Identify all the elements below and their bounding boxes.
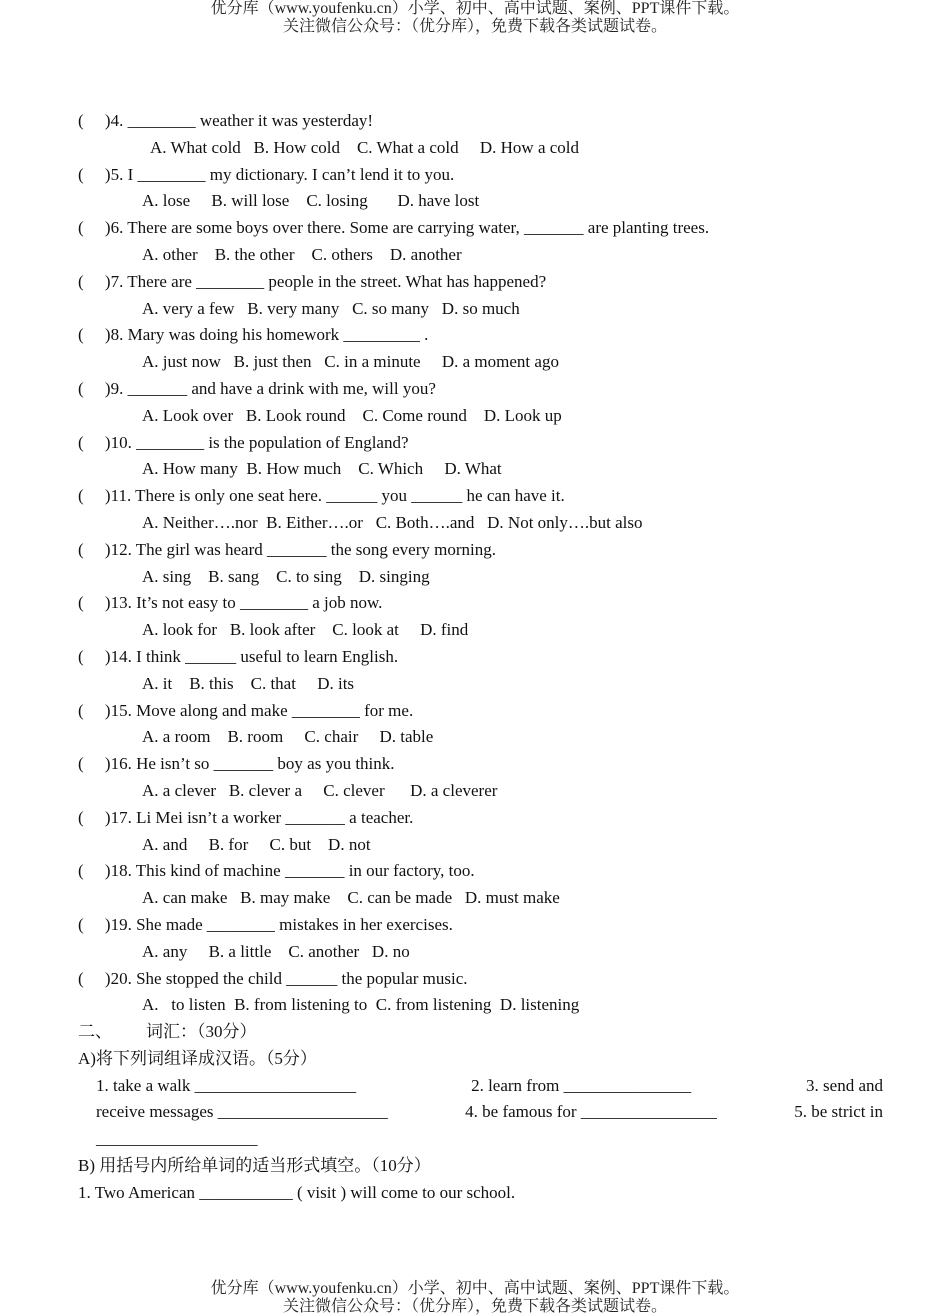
question-10: ( )10. ________ is the population of England? [78, 432, 409, 452]
part-a-item-5-start: 5. be strict in [794, 1102, 883, 1122]
question-12: ( )12. The girl was heard _______ the song every morning. [78, 539, 496, 559]
part-a-item-1: 1. take a walk ___________________ [96, 1075, 357, 1095]
question-4: ( )4. ________ weather it was yesterday! [78, 111, 374, 130]
question-5-options: A. lose B. will lose C. losing D. have lost [142, 191, 480, 211]
part-a-item-2: 2. learn from _______________ [471, 1075, 692, 1095]
header-line-2: 关注微信公众号：（优分库），免费下载各类试题试卷。 [282, 18, 667, 35]
question-9-options: A. Look over B. Look round C. Come round D. Look up [142, 405, 562, 425]
part-b-question-1: 1. Two American ___________ ( visit ) will come to our school. [78, 1182, 516, 1202]
question-19: ( )19. She made ________ mistakes in her exercises. [78, 914, 453, 934]
footer-line-1: 优分库（www.youfenku.cn）小学、初中、高中试题、案例、PPT课件下载。 [210, 1280, 740, 1297]
question-18-options: A. can make B. may make C. can be made D. must make [142, 888, 560, 908]
part-a-title: A)将下列词组译成汉语。（5分） [78, 1048, 317, 1068]
question-11-options: A. Neither….nor B. Either….or C. Both….and D. Not only….but also [142, 512, 643, 532]
question-6-options: A. other B. the other C. others D. another [142, 244, 462, 264]
part-a-row-1 [78, 1073, 883, 1100]
question-12-options: A. sing B. sang C. to sing D. singing [142, 566, 430, 586]
question-16: ( )16. He isn’t so _______ boy as you think. [78, 754, 395, 774]
question-13-options: A. look for B. look after C. look at D. find [142, 620, 469, 640]
page-footer [0, 1280, 950, 1316]
question-14-options: A. it B. this C. that D. its [142, 673, 355, 693]
document-body [78, 108, 883, 1207]
question-20: ( )20. She stopped the child ______ the popular music. [78, 968, 468, 988]
part-a-item-4: 4. be famous for ________________ [465, 1102, 717, 1122]
question-19-options: A. any B. a little C. another D. no [142, 941, 410, 961]
question-13: ( )13. It’s not easy to ________ a job now. [78, 593, 383, 613]
question-7: ( )7. There are ________ people in the street. What has happened? [78, 271, 547, 291]
question-15: ( )15. Move along and make ________ for me. [78, 700, 414, 720]
header-line-1: 优分库（www.youfenku.cn）小学、初中、高中试题、案例、PPT课件下载。 [210, 0, 740, 17]
section-2-title: 二、 词汇：（30分） [78, 1022, 257, 1042]
question-5: ( )5. I ________ my dictionary. I can’t lend it to you. [78, 164, 455, 184]
question-16-options: A. a clever B. clever a C. clever D. a cleverer [142, 780, 498, 800]
question-15-options: A. a room B. room C. chair D. table [142, 727, 434, 747]
question-10-options: A. How many B. How much C. Which D. What [142, 459, 502, 479]
question-7-options: A. very a few B. very many C. so many D. so much [142, 298, 520, 318]
question-8-options: A. just now B. just then C. in a minute D. a moment ago [142, 352, 559, 372]
footer-line-2: 关注微信公众号：（优分库），免费下载各类试题试卷。 [282, 1298, 667, 1315]
part-b-title: B) 用括号内所给单词的适当形式填空。（10分） [78, 1156, 431, 1176]
question-9: ( )9. _______ and have a drink with me, will you? [78, 378, 436, 398]
question-20-options: A. to listen B. from listening to C. from listening D. listening [142, 995, 580, 1015]
question-14: ( )14. I think ______ useful to learn English. [78, 646, 399, 666]
part-a-row-2 [78, 1099, 883, 1126]
page-header [0, 0, 950, 36]
question-17-options: A. and B. for C. but D. not [142, 834, 371, 854]
question-11: ( )11. There is only one seat here. ______ you ______ he can have it. [78, 486, 565, 506]
part-a-item-3-end: receive messages ____________________ [96, 1102, 388, 1122]
question-18: ( )18. This kind of machine _______ in our factory, too. [78, 861, 475, 881]
question-6: ( )6. There are some boys over there. Some are carrying water, _______ are planting trees. [78, 218, 710, 238]
question-17: ( )17. Li Mei isn’t a worker _______ a teacher. [78, 807, 414, 827]
part-a-item-3-start: 3. send and [806, 1075, 883, 1095]
question-8: ( )8. Mary was doing his homework _________ . [78, 325, 429, 345]
part-a-row-3: ___________________ [96, 1129, 258, 1149]
question-4-options: A. What cold B. How cold C. What a cold D. How a cold [150, 137, 580, 157]
